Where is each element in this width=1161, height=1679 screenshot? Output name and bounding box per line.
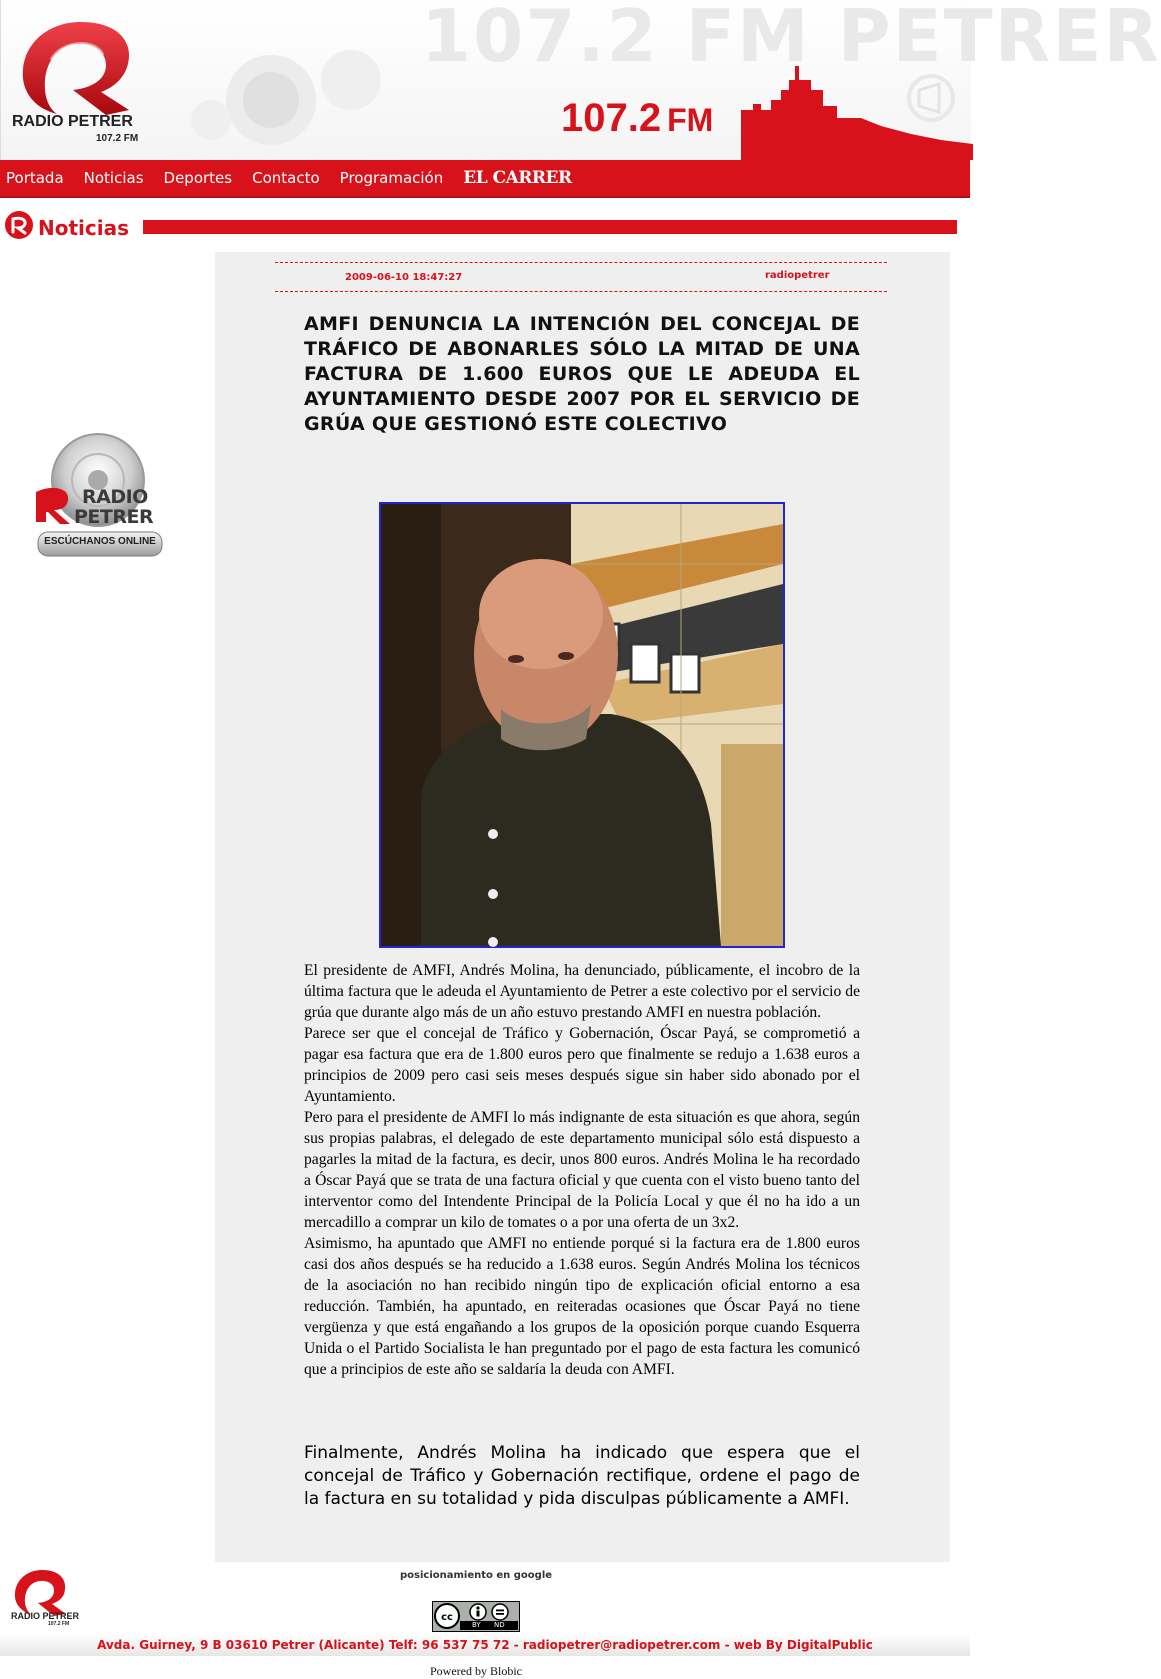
- article-paragraph: Pero para el presidente de AMFI lo más indignante de esta situación es que ahora, según sus propias palabras, el delegado de este departamento municipal sólo está dispuesto a pagarles la mitad de la factura, es decir, unos 800 euros. Andrés Molina le ha recordado a Óscar Payá que se trata de una factura oficial y que cuenta con el visto bueno tanto del interventor como del Intendente Principal de la Policía Local y que él no ha ido a un mercadillo a comprar un kilo de tomates o a por una oferta de un 3x2.: [304, 1109, 860, 1231]
- frequency-display: [561, 96, 713, 141]
- article-photo: [379, 502, 785, 948]
- article-panel: [215, 252, 950, 1562]
- section-title: Noticias: [38, 216, 130, 240]
- svg-text:cc: cc: [441, 1612, 453, 1623]
- nav-item-noticias[interactable]: Noticias: [83, 169, 144, 187]
- main-navigation: [0, 160, 970, 198]
- castle-skyline-icon: [741, 60, 973, 160]
- article-paragraph: Parece ser que el concejal de Tráfico y Gobernación, Óscar Payá, se comprometió a pagar esa factura que era de 1.800 euros pero que finalmente se redujo a 1.638 euros a principios de 2009 pero casi seis meses después sigue sin haber sido abonado por el Ayuntamiento.: [304, 1025, 860, 1105]
- footer-logo-frequency: 107.2 FM: [48, 1621, 70, 1627]
- article-closing-paragraph: Finalmente, Andrés Molina ha indicado que espera que el concejal de Tráfico y Gobernación rectifique, ordene el pago de la factura en su totalidad y pida disculpas públicamente a AMFI.: [304, 1443, 860, 1509]
- article-author[interactable]: radiopetrer: [765, 270, 830, 281]
- site-header: [0, 0, 1161, 160]
- nav-item-portada[interactable]: Portada: [6, 169, 64, 187]
- nav-item-contacto[interactable]: Contacto: [252, 169, 320, 187]
- footer-logo-name: RADIO PETRER: [11, 1611, 80, 1621]
- listen-online-button[interactable]: [30, 432, 170, 562]
- creative-commons-badge[interactable]: [432, 1601, 520, 1632]
- nav-list: [0, 160, 970, 196]
- logo-name: RADIO PETRER: [12, 113, 133, 130]
- frequency-number: 107.2: [561, 96, 662, 140]
- section-divider: [143, 220, 957, 234]
- article-paragraph: Asimismo, ha apuntado que AMFI no entiende porqué si la factura era de 1.800 euros casi dos años después se ha reducido a 1.638 euros. Según Andrés Molina los técnicos de la asociación no han recibido ningún tipo de explicación oficial entorno a esa reducción. También, ha apuntado, en reiteradas ocasiones que Óscar Payá no tiene vergüenza y que está engañando a los grupos de la oposición porque cuando Esquerra Unida o el Partido Socialista le han preguntado por el pago de esta factura les comunicó que a principios de este año se saldaría la deuda con AMFI.: [304, 1235, 860, 1378]
- powered-by[interactable]: Powered by Blobic: [430, 1664, 522, 1678]
- article-meta: [275, 262, 887, 292]
- nav-item-el-carrer[interactable]: EL CARRER: [463, 168, 572, 188]
- article-paragraph: El presidente de AMFI, Andrés Molina, ha denunciado, públicamente, el incobro de la última factura que le adeuda el Ayuntamiento de Petrer a este colectivo por el servicio de grúa que durante algo más de un año estuvo prestando AMFI en nuestra población.: [304, 962, 860, 1021]
- article-date: 2009-06-10 18:47:27: [345, 272, 463, 283]
- cc-nd-label: ND: [494, 1621, 505, 1629]
- man-portrait-icon: [381, 504, 783, 946]
- listen-title-petrer: PETRER: [74, 506, 154, 528]
- speaker-decoration-icon: [181, 30, 431, 150]
- cc-by-label: BY: [472, 1621, 481, 1629]
- header-background-text: 107.2 FM PETRER: [421, 0, 1161, 78]
- frequency-unit: FM: [667, 102, 714, 138]
- footer-address: Avda. Guirney, 9 B 03610 Petrer (Alicante) Telf: 96 537 75 72 - radiopetrer@radiopetrer.com - web By DigitalPublic: [97, 1638, 873, 1652]
- nav-item-programacion[interactable]: Programación: [339, 169, 444, 187]
- section-header: [0, 206, 970, 240]
- listen-cta-label: ESCÚCHANOS ONLINE: [44, 536, 156, 547]
- logo-frequency: 107.2 FM: [96, 133, 139, 144]
- article-body: [304, 960, 860, 1380]
- radio-logo-icon: [4, 210, 34, 240]
- listen-title-radio: RADIO: [82, 486, 148, 508]
- seo-link[interactable]: posicionamiento en google: [400, 1570, 553, 1581]
- article-headline: AMFI DENUNCIA LA INTENCIÓN DEL CONCEJAL DE TRÁFICO DE ABONARLES SÓLO LA MITAD DE UNA FACTURA DE 1.600 EUROS QUE LE ADEUDA EL AYUNTAMIENTO DESDE 2007 POR EL SERVICIO DE GRÚA QUE GESTIONÓ ESTE COLECTIVO: [304, 313, 860, 435]
- nav-item-deportes[interactable]: Deportes: [163, 169, 233, 187]
